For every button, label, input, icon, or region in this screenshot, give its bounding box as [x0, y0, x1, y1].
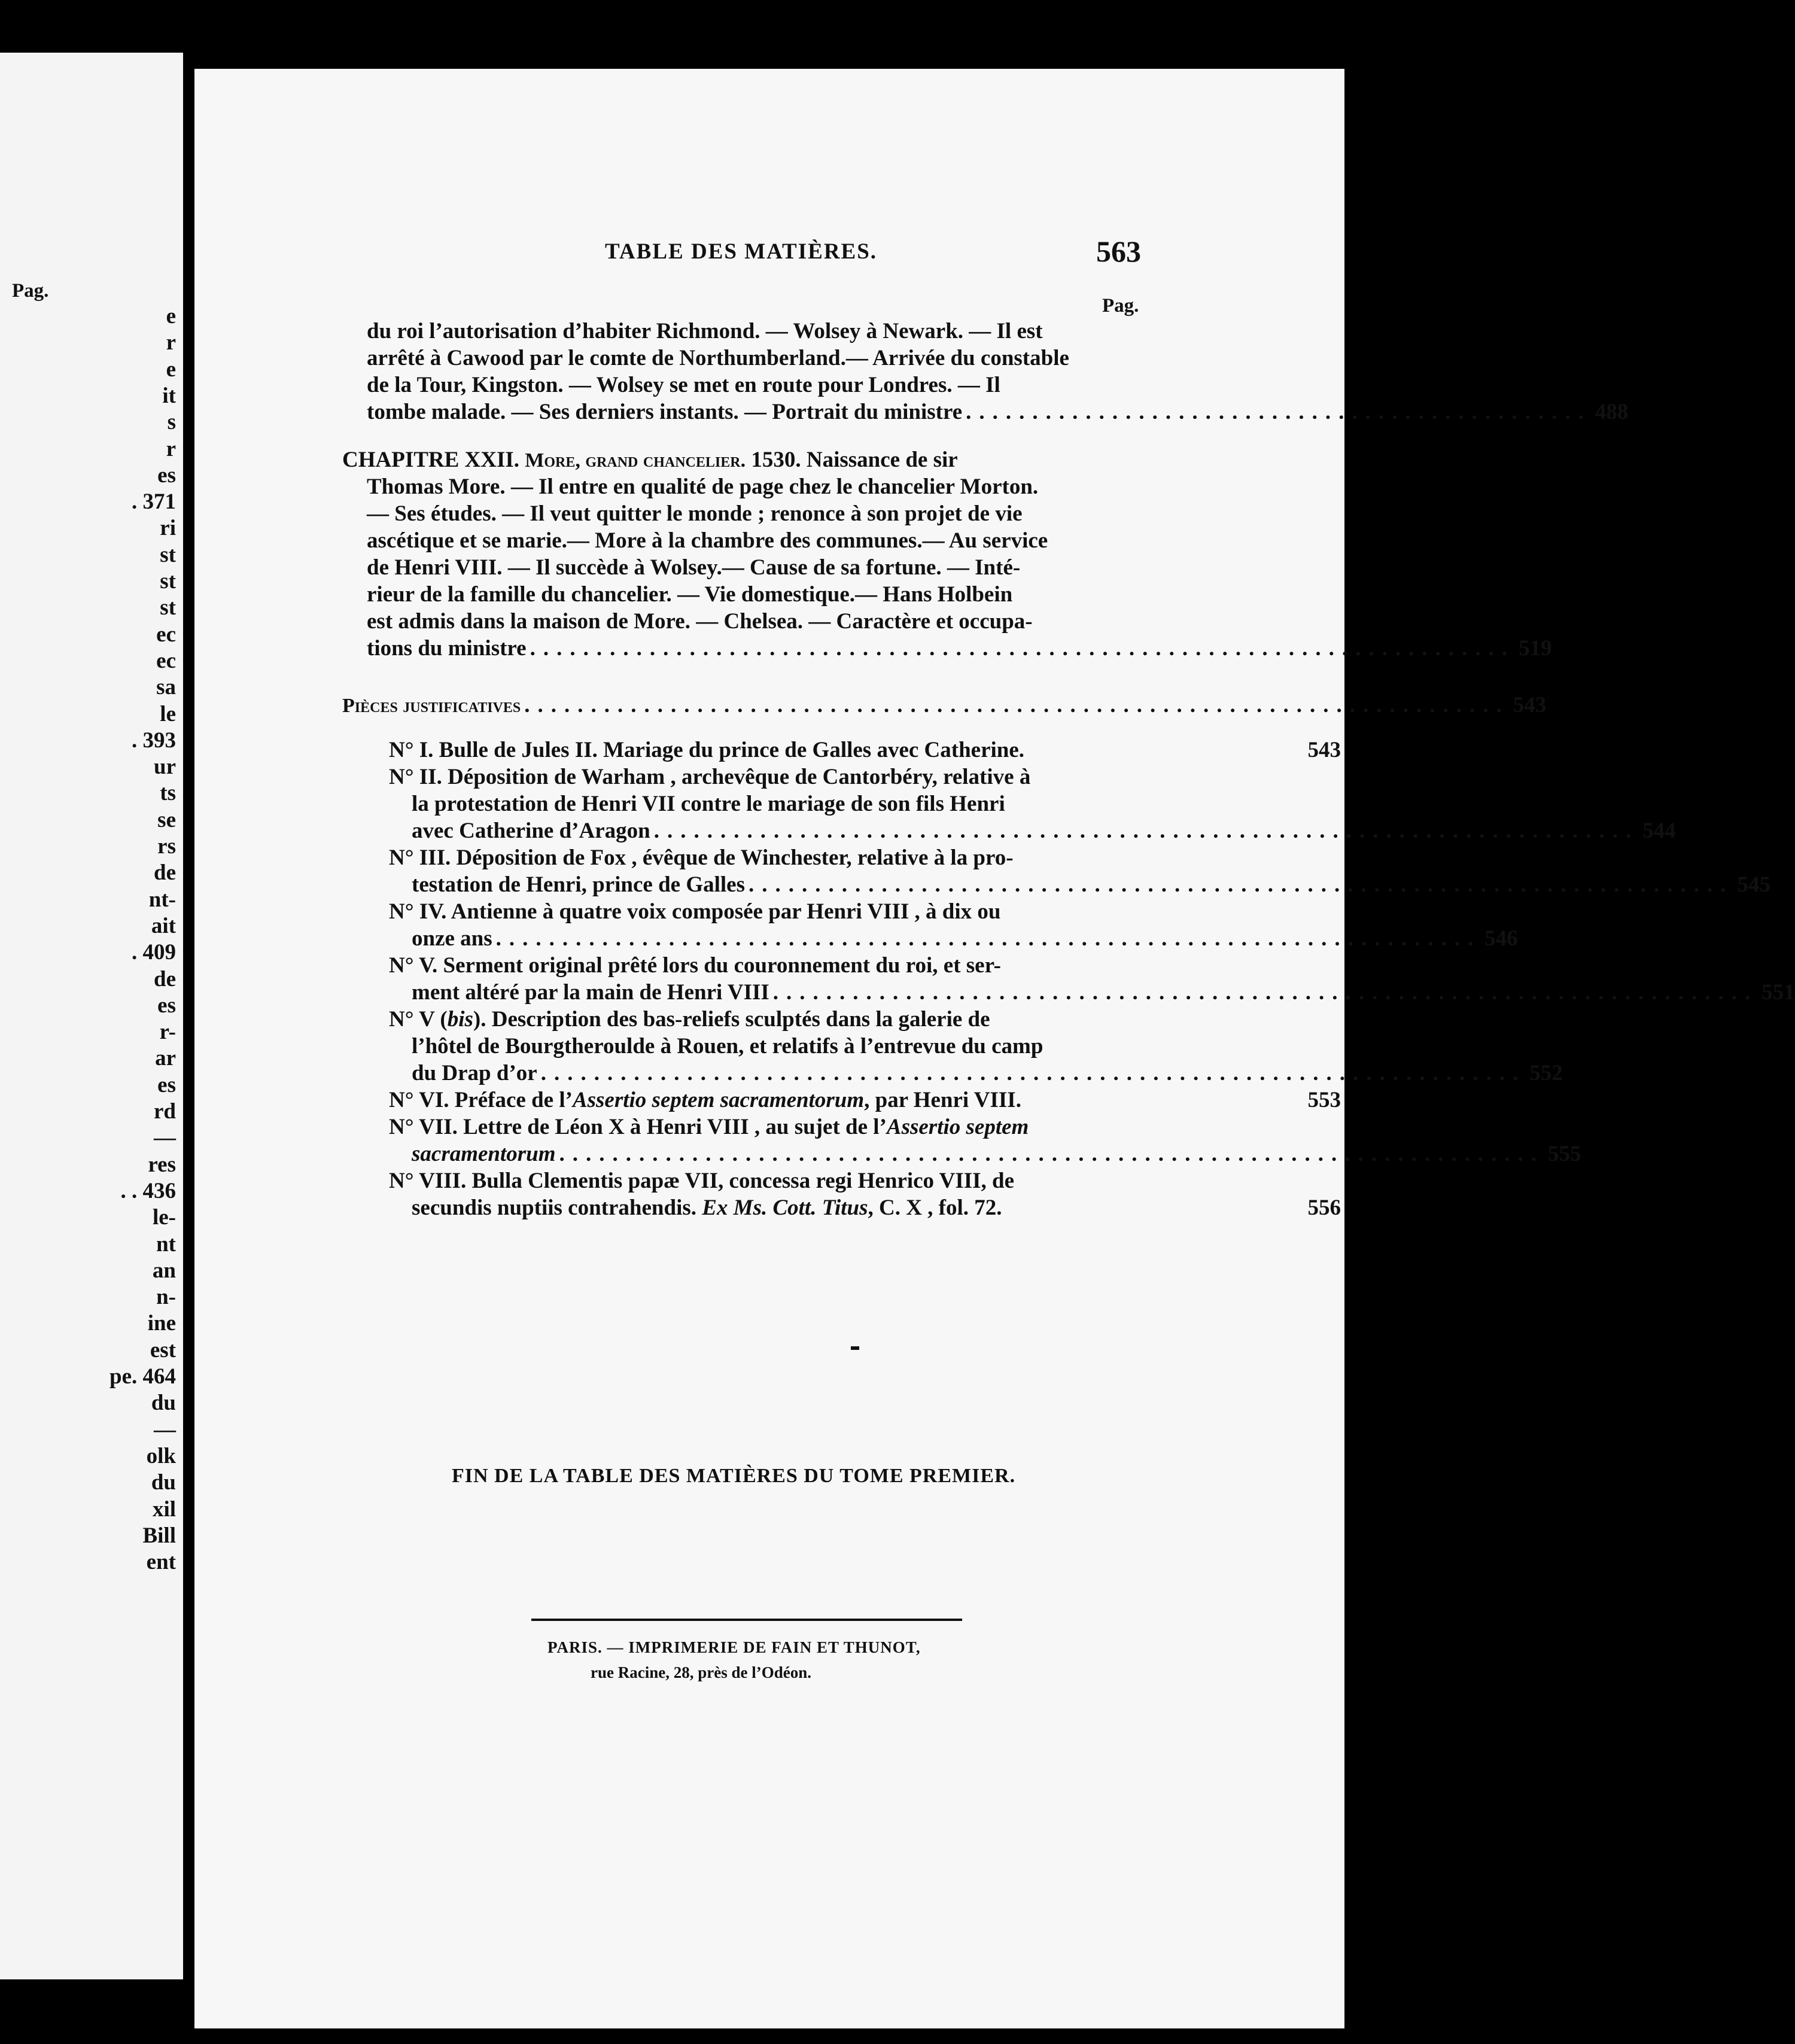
facing-page-fragment: pe. 464	[109, 1364, 176, 1389]
toc-page-ref: 555	[1548, 1142, 1581, 1166]
toc-text: ). Description des bas-reliefs sculptés dans la galerie de	[473, 1007, 990, 1032]
end-of-table-note: FIN DE LA TABLE DES MATIÈRES DU TOME PREMIER.	[452, 1465, 1016, 1487]
horizontal-rule	[531, 1619, 962, 1621]
leader-dots: ..........................................................................	[524, 693, 1510, 717]
facing-page-fragment: . 393	[132, 728, 176, 753]
facing-page-fragment: —	[154, 1418, 176, 1442]
toc-line: tions du ministre	[367, 636, 527, 661]
facing-page-fragment: de	[154, 967, 176, 991]
facing-page-fragment: olk	[146, 1444, 176, 1468]
toc-entry	[389, 1089, 1341, 1111]
toc-page-ref: 551	[1761, 980, 1795, 1005]
toc-entry-last-line	[412, 1061, 1563, 1085]
facing-page-pag-label: Pag.	[12, 280, 49, 302]
toc-line: de la Tour, Kingston. — Wolsey se met en route pour Londres. — Il	[367, 373, 1000, 397]
toc-line: N° I. Bulle de Jules II. Mariage du prince de Galles avec Catherine.	[389, 738, 1025, 762]
book-title: Assertio septem	[886, 1115, 1029, 1139]
toc-entry-last-line	[412, 872, 1770, 897]
toc-page-ref: 544	[1642, 819, 1676, 843]
toc-text: , C. X , fol. 72.	[868, 1196, 1002, 1220]
facing-page-fragment: se	[157, 808, 176, 832]
toc-line	[389, 1008, 990, 1030]
leader-dots: ..........................................................................	[540, 1061, 1526, 1085]
facing-page-fragment: ait	[151, 914, 176, 938]
facing-page-fragment: xil	[152, 1497, 176, 1522]
facing-page-fragment: Bill	[142, 1523, 176, 1548]
toc-line: arrêté à Cawood par le comte de Northumberland.— Arrivée du constable	[367, 346, 1069, 370]
section-entry	[342, 693, 1547, 717]
facing-page-fragment: —	[154, 1126, 176, 1150]
toc-page-ref: 556	[1307, 1196, 1341, 1220]
facing-page-fragment: ur	[154, 755, 176, 779]
facing-page-fragment: es	[157, 993, 176, 1018]
toc-page-ref: 519	[1519, 636, 1552, 661]
toc-line	[389, 1089, 1021, 1111]
facing-page-fragment: . . 436	[120, 1179, 176, 1203]
toc-page-ref: 488	[1595, 400, 1629, 424]
leader-dots: ..........................................................................	[495, 926, 1481, 951]
facing-page-fragment: it	[162, 384, 176, 408]
facing-page-fragment: de	[154, 860, 176, 885]
chapter-heading	[342, 449, 958, 471]
toc-line: rieur de la famille du chancelier. — Vie domestique.— Hans Holbein	[367, 582, 1013, 607]
chapter-title: More, grand chancelier.	[525, 449, 746, 472]
toc-page-ref: 543	[1513, 693, 1547, 717]
toc-line	[412, 1197, 1002, 1219]
toc-text: N° VII. Lettre de Léon X à Henri VIII , au sujet de l’	[389, 1115, 887, 1139]
facing-page-fragment: es	[157, 463, 176, 488]
bis-label: bis	[447, 1007, 473, 1032]
toc-line: la protestation de Henri VII contre le mariage de son fils Henri	[412, 792, 1005, 816]
chapter-number: CHAPITRE XXII.	[342, 448, 520, 472]
pag-column-label: Pag.	[1102, 295, 1139, 317]
facing-page-fragment: le	[160, 702, 176, 726]
page-number: 563	[1096, 235, 1141, 268]
toc-page-ref: 552	[1529, 1061, 1563, 1085]
leader-dots: ..........................................................................	[559, 1142, 1545, 1166]
leader-dots: ..........................................................................	[530, 636, 1516, 661]
toc-line: est admis dans la maison de More. — Chelsea. — Caractère et occupa-	[367, 609, 1033, 634]
facing-page-fragment: nt-	[148, 887, 176, 912]
facing-page-fragment: le-	[152, 1205, 176, 1230]
toc-line: N° IV. Antienne à quatre voix composée par Henri VIII , à dix ou	[389, 899, 1001, 924]
toc-line: N° V. Serment original prêté lors du couronnement du roi, et ser-	[389, 953, 1001, 978]
toc-line: de Henri VIII. — Il succède à Wolsey.— Cause de sa fortune. — Inté-	[367, 555, 1021, 580]
facing-page-fragment: ts	[160, 781, 176, 805]
facing-page-fragment: du	[151, 1391, 176, 1415]
toc-text: N° V (	[389, 1007, 448, 1032]
toc-line: onze ans	[412, 926, 492, 951]
facing-page-fragment: r	[166, 437, 176, 461]
facing-page-fragment: e	[166, 357, 176, 382]
ornament-dash	[851, 1346, 859, 1350]
facing-page-fragment: n-	[156, 1285, 176, 1309]
facing-page-fragment: r-	[159, 1020, 176, 1044]
facing-page-fragment: ri	[160, 516, 176, 540]
facing-page	[0, 53, 183, 1979]
toc-line: — Ses études. — Il veut quitter le monde ; renonce à son projet de vie	[367, 501, 1023, 526]
printer-imprint: PARIS. — IMPRIMERIE DE FAIN ET THUNOT,	[547, 1638, 921, 1656]
facing-page-fragment: ine	[147, 1311, 176, 1336]
toc-text: N° VI. Préface de l’	[389, 1088, 573, 1112]
facing-page-fragment: an	[152, 1258, 176, 1283]
toc-page-ref: 553	[1307, 1088, 1341, 1112]
facing-page-fragment: du	[151, 1470, 176, 1495]
facing-page-fragment: rs	[157, 834, 176, 859]
toc-text: , par Henri VIII.	[864, 1088, 1021, 1112]
toc-line: testation de Henri, prince de Galles	[412, 872, 745, 897]
toc-line: ascétique et se marie.— More à la chambre des communes.— Au service	[367, 528, 1048, 553]
toc-entry-last-line	[367, 636, 1552, 661]
facing-page-fragment: res	[148, 1152, 176, 1177]
facing-page-fragment: ec	[156, 622, 176, 647]
facing-page-fragment: ar	[155, 1046, 176, 1070]
toc-line	[389, 1116, 1029, 1138]
toc-entry-last-line	[412, 819, 1676, 843]
toc-line: Thomas More. — Il entre en qualité de page chez le chancelier Morton.	[367, 474, 1039, 499]
facing-page-fragment: nt	[156, 1232, 176, 1257]
page	[194, 69, 1795, 2028]
toc-line: tombe malade. — Ses derniers instants. — Portrait du ministre	[367, 400, 963, 424]
facing-page-fragment: es	[157, 1073, 176, 1097]
toc-entry-last-line	[412, 926, 1518, 951]
book-title: Assertio septem sacramentorum	[572, 1088, 865, 1112]
facing-page-fragment: r	[166, 330, 176, 355]
toc-entry-last-line	[367, 400, 1629, 424]
facing-page-fragment: st	[160, 543, 176, 567]
toc-line: N° II. Déposition de Warham , archevêque de Cantorbéry, relative à	[389, 765, 1031, 789]
toc-line: ment altéré par la main de Henri VIII	[412, 980, 769, 1005]
toc-page-ref: 546	[1484, 926, 1518, 951]
facing-page-fragment: s	[167, 410, 176, 434]
facing-page-fragment: e	[166, 304, 176, 328]
toc-line: avec Catherine d’Aragon	[412, 819, 650, 843]
toc-entry-last-line	[412, 980, 1795, 1005]
leader-dots: ..........................................................................	[653, 819, 1639, 843]
leader-dots: ..........................................................................	[772, 980, 1759, 1005]
toc-line: 1530. Naissance de sir	[751, 448, 958, 472]
leader-dots: ...............................................	[966, 400, 1592, 424]
toc-entry-last-line	[412, 1142, 1581, 1166]
facing-page-fragment: est	[150, 1338, 176, 1362]
facing-page-fragment: ec	[156, 649, 176, 673]
manuscript-ref: Ex Ms. Cott. Titus	[702, 1196, 868, 1220]
toc-line: N° VIII. Bulla Clementis papæ VII, concessa regi Henrico VIII, de	[389, 1169, 1015, 1193]
toc-line: du Drap d’or	[412, 1061, 537, 1085]
facing-page-fragment: ent	[146, 1550, 176, 1574]
toc-text: secundis nuptiis contrahendis.	[412, 1196, 696, 1220]
section-label: Pièces justificatives	[342, 695, 521, 717]
facing-page-fragment: st	[160, 595, 176, 620]
facing-page-fragment: st	[160, 569, 176, 594]
facing-page-fragment: . 371	[132, 489, 176, 514]
toc-entry	[389, 739, 1341, 761]
toc-line: l’hôtel de Bourgtheroulde à Rouen, et relatifs à l’entrevue du camp	[412, 1034, 1043, 1058]
toc-page-ref: 543	[1307, 738, 1341, 762]
facing-page-fragment: . 409	[132, 940, 176, 965]
leader-dots: ..........................................................................	[749, 872, 1734, 897]
running-title: TABLE DES MATIÈRES.	[605, 239, 878, 264]
toc-line: N° III. Déposition de Fox , évêque de Winchester, relative à la pro-	[389, 845, 1014, 870]
toc-page-ref: 545	[1737, 872, 1770, 897]
book-title: sacramentorum	[412, 1142, 556, 1166]
toc-entry-last-line	[412, 1197, 1341, 1219]
facing-page-fragment: sa	[156, 675, 176, 699]
toc-line: du roi l’autorisation d’habiter Richmond. — Wolsey à Newark. — Il est	[367, 319, 1043, 343]
facing-page-fragment: rd	[154, 1099, 176, 1124]
printer-address: rue Racine, 28, près de l’Odéon.	[591, 1663, 811, 1681]
